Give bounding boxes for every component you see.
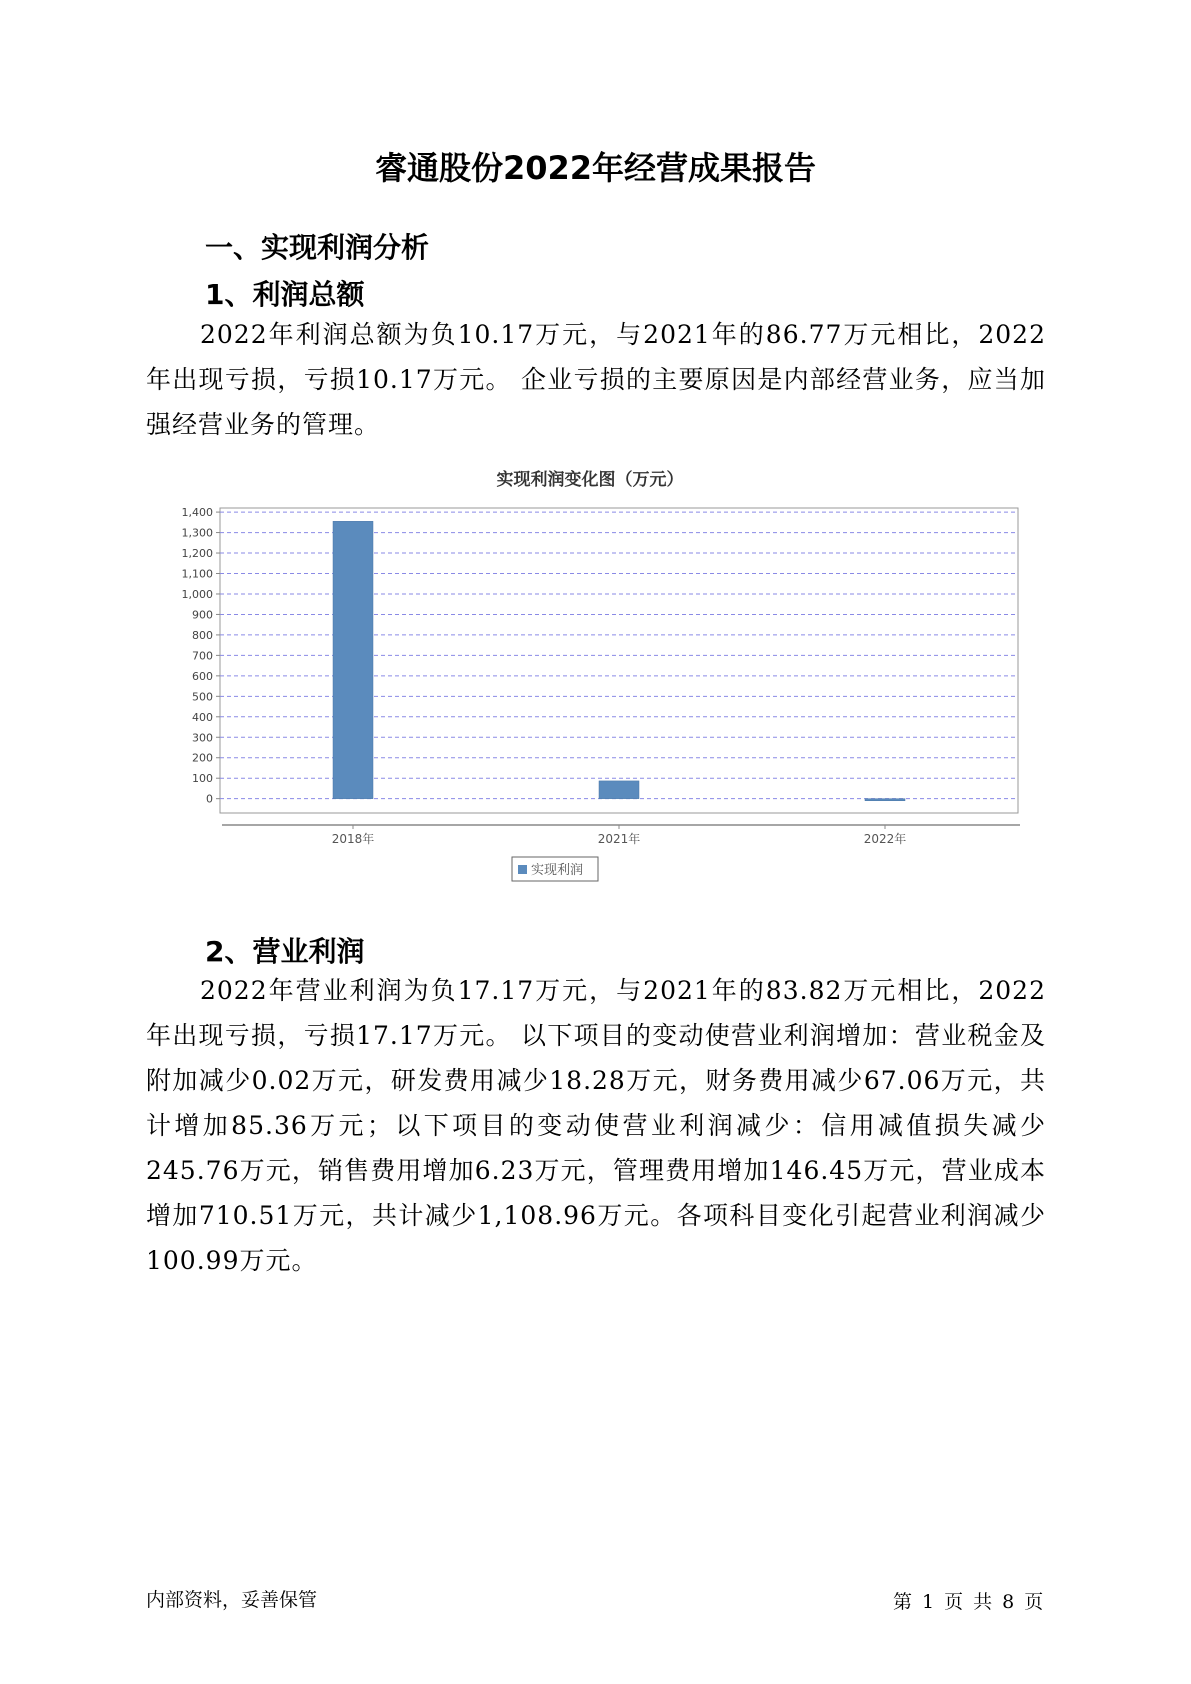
y-tick-label: 1,300 [181,526,213,540]
page-label-suffix: 页 [944,1591,964,1613]
footer-confidential-note: 内部资料，妥善保管 [146,1589,318,1611]
y-tick-label: 500 [192,690,213,704]
total-label-prefix: 共 [973,1591,993,1613]
profit-chart-svg [150,470,1030,955]
section-heading-profit-analysis: 一、实现利润分析 [205,231,430,264]
y-tick-label: 1,000 [181,587,213,601]
total-label-suffix: 页 [1024,1591,1044,1613]
y-tick-label: 400 [192,710,213,724]
y-tick-label: 600 [192,669,213,683]
y-tick-label: 800 [192,628,213,642]
paragraph-total-profit: 2022年利润总额为负10.17万元，与2021年的86.77万元相比，2022年出现亏损，亏损10.17万元。 企业亏损的主要原因是内部经营业务，应当加强经营业务的管理。 [146,320,1046,439]
y-tick-label: 1,200 [181,547,213,561]
y-tick-label: 0 [206,792,213,806]
y-tick-label: 1,400 [181,506,213,520]
page-number: 1 [922,1591,935,1613]
bar-1 [333,521,373,798]
legend-swatch [518,865,527,874]
chart-title: 实现利润变化图（万元） [496,470,684,490]
x-tick-label: 2022年 [863,832,907,846]
y-tick-label: 200 [192,751,213,765]
profit-chart [150,470,1030,955]
page-title: 睿通股份2022年经营成果报告 [374,149,817,187]
bar-2 [599,781,639,799]
y-tick-label: 700 [192,649,213,663]
x-tick-label: 2018年 [331,832,375,846]
paragraph-operating-profit: 2022年营业利润为负17.17万元，与2021年的83.82万元相比，2022年出现亏损，亏损17.17万元。 以下项目的变动使营业利润增加：营业税金及附加减少0.02万元，研发费用减少18.28万元，财务费用减少67.06万元，共计增加85.36万元；以下项目的变动使营业利润减少：信用减值损失减少245.76万元，销售费用增加6.23万元，管理费用增加146.45万元，营业成本增加710.51万元，共计减少1,108.96万元。各项科目变化引起营业利润减少100.99万元。 [146,976,1046,1275]
x-tick-label: 2021年 [597,832,641,846]
y-tick-label: 100 [192,772,213,786]
subheading-operating-profit: 2、营业利润 [205,935,365,968]
y-tick-label: 1,100 [181,567,213,581]
legend-label: 实现利润 [531,863,584,878]
y-tick-label: 300 [192,731,213,745]
y-tick-label: 900 [192,608,213,622]
page-label-prefix: 第 [893,1591,913,1613]
bar-3 [865,799,905,801]
footer-page-indicator [893,1587,1053,1614]
total-pages: 8 [1002,1591,1015,1613]
subheading-total-profit: 1、利润总额 [205,278,365,311]
